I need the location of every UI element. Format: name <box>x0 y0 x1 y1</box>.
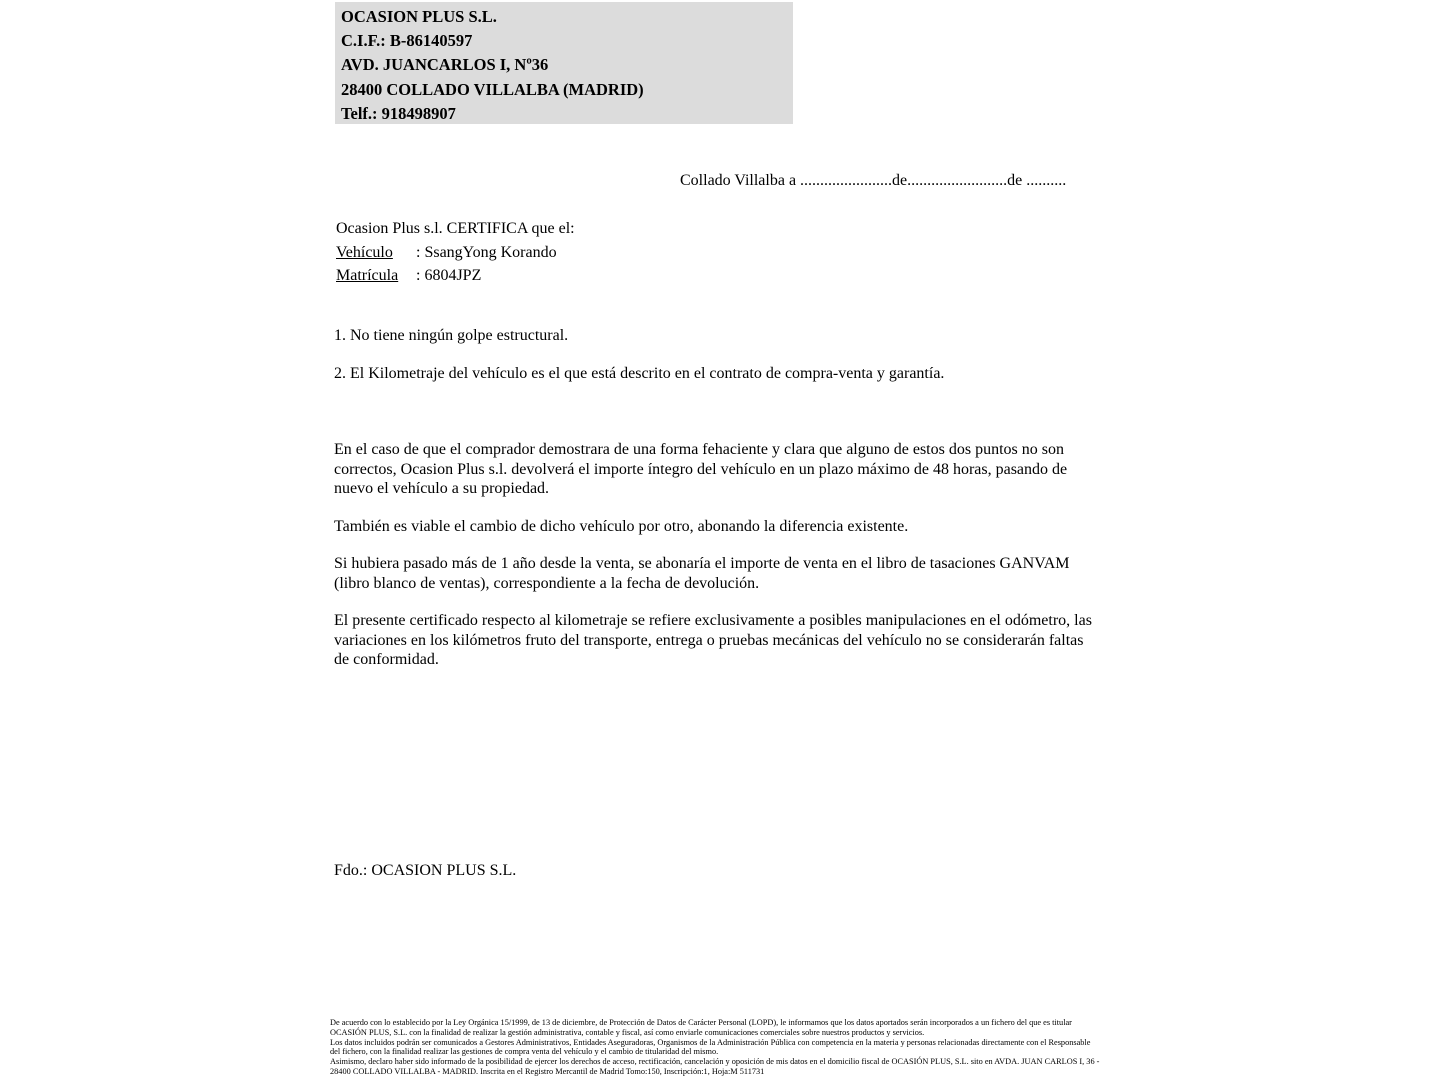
legal-rights-and-registry-notice: Asimismo, declaro haber sido informado de la posibilidad de ejercer los derechos de acceso, rectificación, cancelación y oposición de mis datos en el domicilio fiscal de OCASIÓN PLUS, S.L. sito en AVDA. JUAN CARLOS I, 36 - 28400 COLLADO VILLALBA - MADRID. Inscrita en el Registro Mercantil de Madrid Tomo:150, Inscripción:1, Hoja:M 511731 <box>330 1057 1100 1076</box>
paragraph-odometer-disclaimer: El presente certificado respecto al kilometraje se refiere exclusivamente a posibles manipulaciones en el odómetro, las variaciones en los kilómetros fruto del transporte, entrega o pruebas mecánicas del vehículo no se considerarán faltas de conformidad. <box>334 612 1092 668</box>
plate-line <box>336 264 575 288</box>
company-address: AVD. JUANCARLOS I, Nº36 <box>341 55 549 75</box>
company-name: OCASION PLUS S.L. <box>341 7 497 26</box>
company-cif: C.I.F.: B-86140597 <box>341 31 473 51</box>
certify-intro-text: Ocasion Plus s.l. CERTIFICA que el: <box>336 220 575 237</box>
plate-label: Matrícula <box>336 267 399 284</box>
paragraph-ganvam-valuation: Si hubiera pasado más de 1 año desde la venta, se abonaría el importe de venta en el libro de tasaciones GANVAM (libro blanco de ventas), correspondiente a la fecha de devolución. <box>334 555 1070 592</box>
legal-data-sharing-notice: Los datos incluidos podrán ser comunicados a Gestores Administrativos, Entidades Aseguradoras, Organismos de la Administración Pública con competencia en la materia y personas relacionadas directamente con el Responsable del fichero, con la finalidad realizar las gestiones de compra venta del vehículo y el cambio de titularidad del mismo. <box>330 1037 1091 1057</box>
paragraph-refund-terms: En el caso de que el comprador demostrara de una forma fehaciente y clara que alguno de estos dos puntos no son correctos, Ocasion Plus s.l. devolverá el importe íntegro del vehículo en un plazo máximo de 48 horas, pasando de nuevo el vehículo a su propiedad. <box>334 441 1068 497</box>
signature-line: Fdo.: OCASION PLUS S.L. <box>334 862 517 879</box>
terms-paragraphs <box>334 440 1096 688</box>
vehicle-value: : SsangYong Korando <box>416 243 557 261</box>
vehicle-line <box>336 241 575 265</box>
vehicle-label: Vehículo <box>336 243 393 261</box>
company-city: 28400 COLLADO VILLALBA (MADRID) <box>341 79 644 99</box>
point-1: 1. No tiene ningún golpe estructural. <box>334 327 569 344</box>
date-fill-in-line: Collado Villalba a .......................de.........................de .......... <box>680 172 1067 189</box>
paragraph-exchange-option: También es viable el cambio de dicho vehículo por otro, abonando la diferencia existente. <box>334 517 909 535</box>
point-2: 2. El Kilometraje del vehículo es el que está descrito en el contrato de compra-venta y garantía. <box>334 364 945 382</box>
certified-points-list <box>334 326 1104 401</box>
legal-lopd-notice: De acuerdo con lo establecido por la Ley Orgánica 15/1999, de 13 de diciembre, de Protección de Datos de Carácter Personal (LOPD), le informamos que los datos aportados serán incorporados a un fichero del que es titular OCASIÓN PLUS, S.L. con la finalidad de realizar la gestión administrativa, contable y fiscal, así como enviarle comunicaciones comerciales sobre nuestros productos y servicios. <box>330 1018 1072 1037</box>
certification-intro-block <box>336 217 575 288</box>
plate-value: : 6804JPZ <box>416 267 482 284</box>
legal-small-print <box>330 1018 1102 1077</box>
company-letterhead <box>335 2 793 124</box>
company-phone: Telf.: 918498907 <box>341 103 456 123</box>
